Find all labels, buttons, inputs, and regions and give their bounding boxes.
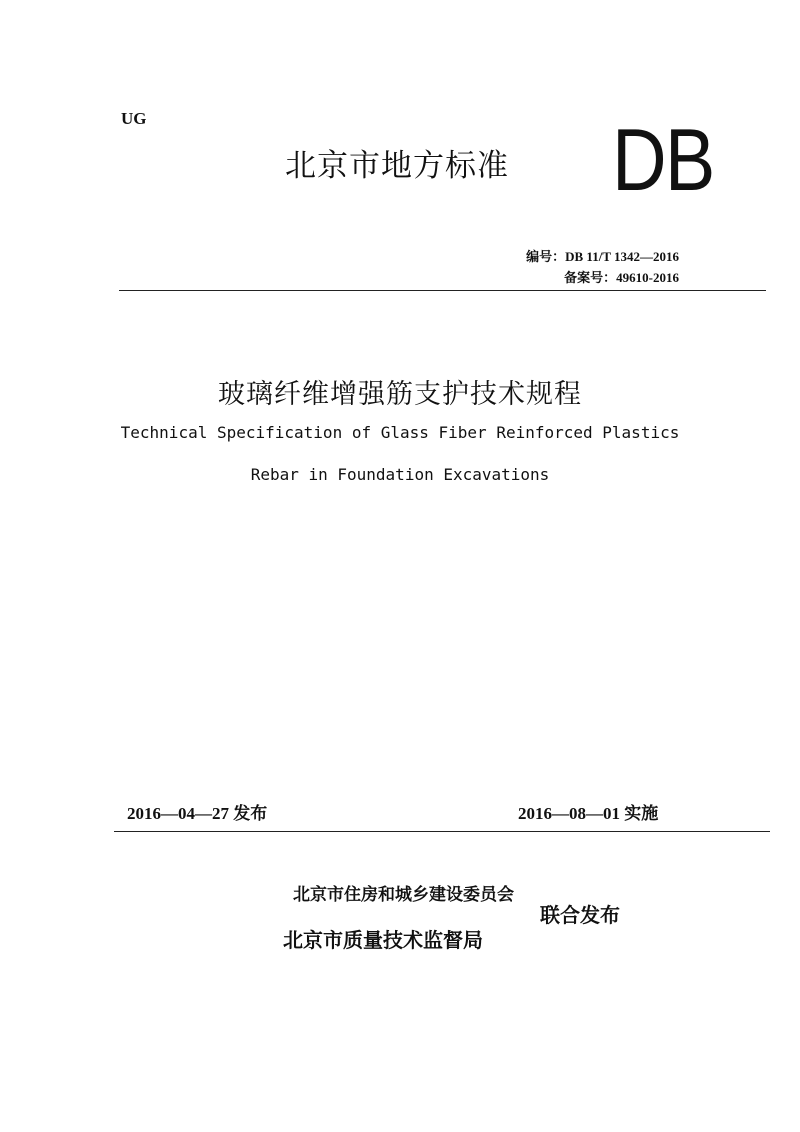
issuer-housing-commission: 北京市住房和城乡建设委员会 <box>293 885 514 905</box>
standard-code-line <box>526 246 679 265</box>
classification-code: UG <box>121 109 147 128</box>
top-divider <box>119 290 766 291</box>
joint-issue-label: 联合发布 <box>540 903 620 927</box>
bottom-divider <box>114 831 770 832</box>
standard-code-label: 编号： <box>526 249 566 264</box>
standard-type-title: 北京市地方标准 <box>285 148 509 184</box>
standard-code-value: DB 11/T 1342—2016 <box>565 249 679 264</box>
record-number-label: 备案号： <box>564 270 617 285</box>
record-number-line <box>564 267 679 286</box>
implementation-date: 2016—08—01 实施 <box>518 804 659 823</box>
document-title-english-line1: Technical Specification of Glass Fiber Reinforced Plastics <box>120 423 680 442</box>
record-number-value: 49610-2016 <box>616 270 679 285</box>
document-title-english-line2: Rebar in Foundation Excavations <box>250 465 550 484</box>
issuer-quality-bureau: 北京市质量技术监督局 <box>283 928 483 952</box>
db-standard-mark: DB <box>612 110 714 209</box>
publish-date: 2016—04—27 发布 <box>127 804 268 823</box>
document-title-chinese: 玻璃纤维增强筋支护技术规程 <box>218 379 582 410</box>
